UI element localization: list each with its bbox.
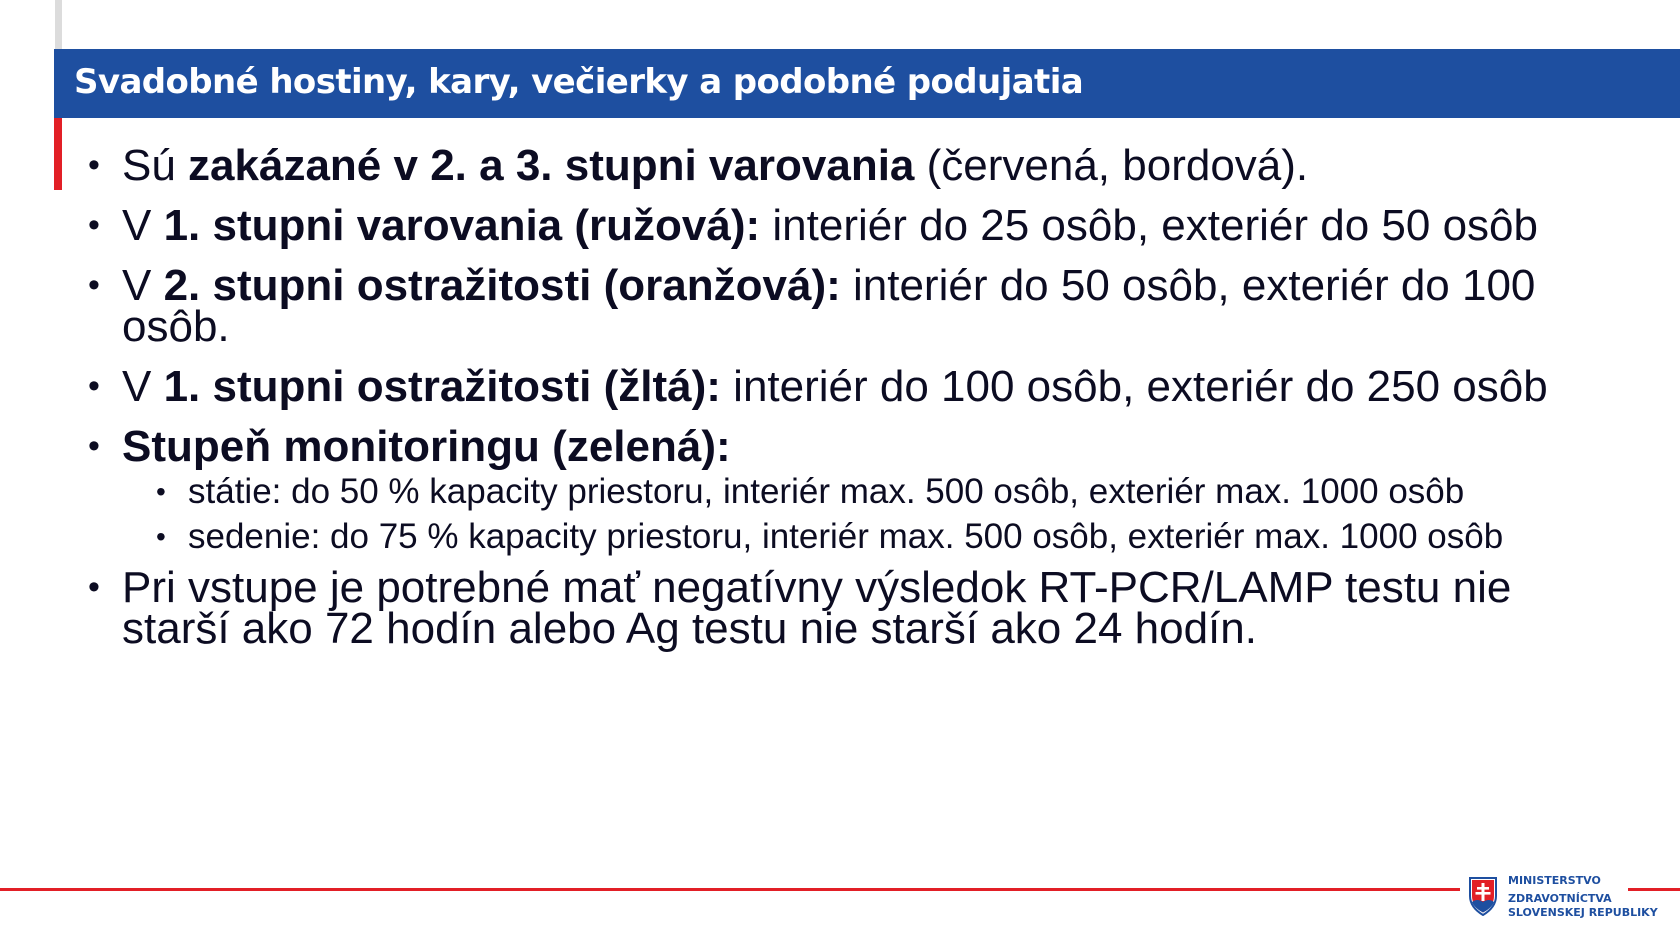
title-bar (54, 49, 1680, 118)
slide-title: Svadobné hostiny, kary, večierky a podobné podujatia (74, 62, 1084, 102)
footer-divider (0, 888, 1460, 891)
bullet-item (88, 201, 1588, 250)
logo-line: SLOVENSKEJ REPUBLIKY (1508, 906, 1658, 919)
slovak-shield-icon (1468, 876, 1498, 916)
bullet-item (88, 261, 1588, 351)
bullet-text: V (122, 362, 164, 411)
ministry-logo (1468, 872, 1668, 930)
bullet-text: Sú (122, 141, 189, 190)
bullet-text: interiér do 100 osôb, exteriér do 250 osôb (720, 362, 1548, 411)
top-edge-decoration (55, 0, 62, 49)
bullet-bold-text: 1. stupni ostražitosti (žltá): (163, 362, 721, 411)
bullet-text: interiér do 25 osôb, exteriér do 50 osôb (760, 201, 1538, 250)
sub-bullet-item: • sedenie: do 75 % kapacity priestoru, interiér max. 500 osôb, exteriér max. 1000 osôb (156, 520, 1548, 553)
red-accent-bar (54, 118, 62, 190)
bullet-list (88, 141, 1588, 668)
logo-line: ZDRAVOTNÍCTVA (1508, 892, 1612, 905)
logo-line: MINISTERSTVO (1508, 874, 1601, 887)
bullet-text: V (122, 201, 164, 250)
sub-bullet-item: • státie: do 50 % kapacity priestoru, interiér max. 500 osôb, exteriér max. 1000 osôb (156, 475, 1548, 508)
bullet-item (88, 422, 1588, 556)
sub-bullet-list (88, 472, 1588, 556)
bullet-bold-text: 1. stupni varovania (ružová): (163, 201, 761, 250)
bullet-bold-text: 2. stupni ostražitosti (oranžová): (163, 261, 841, 310)
bullet-text: interiér do 50 osôb, exteriér do 100 osôb. (122, 261, 1536, 351)
bullet-item (88, 362, 1588, 411)
bullet-item (88, 141, 1588, 190)
bullet-text: V (122, 261, 164, 310)
bullet-text: Pri vstupe je potrebné mať negatívny výsledok RT-PCR/LAMP testu nie starší ako 72 hodín alebo Ag testu nie starší ako 24 hodín. (122, 563, 1512, 653)
logo-text (1508, 874, 1658, 920)
bullet-item (88, 563, 1588, 653)
bullet-bold-text: zakázané v 2. a 3. stupni varovania (188, 141, 915, 190)
bullet-bold-text: Stupeň monitoringu (zelená): (122, 422, 731, 471)
bullet-text: (červená, bordová). (914, 141, 1309, 190)
